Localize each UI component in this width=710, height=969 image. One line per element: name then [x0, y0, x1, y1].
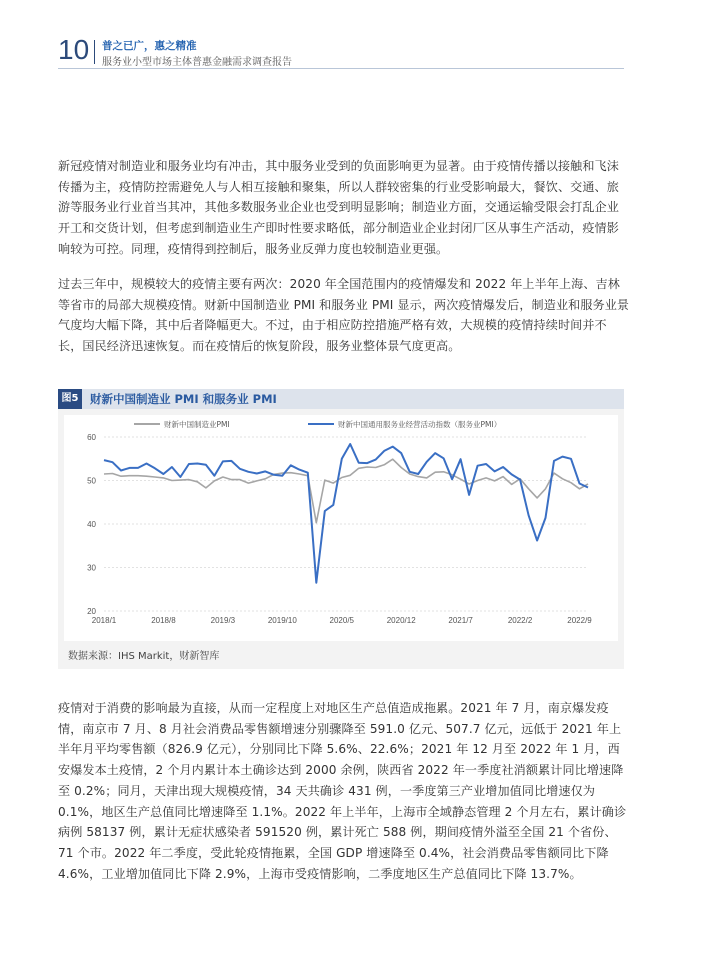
- series-line-1: [104, 459, 588, 523]
- x-tick-label: 2022/9: [567, 616, 592, 625]
- page-number: 10: [58, 34, 90, 65]
- paragraph-1: 新冠疫情对制造业和服务业均有冲击，其中服务业受到的负面影响更为显著。由于疫情传播以接触和飞沫传播为主，疫情防控需避免人与人相互接触和聚集，所以人群较密集的行业受影响最大，餐饮、交通、旅游等服务业行业首当其冲，其他多数服务业企业也受到明显影响；制造业方面，交通运输受限会打乱企业开工和交货计划，但考虑到制造业生产即时性要求略低，部分制造业企业封闭厂区从事生产活动，疫情影响较为可控。同理，疫情得到控制后，服务业反弹力度也较制造业更强。: [58, 159, 619, 256]
- x-tick-label: 2022/2: [507, 616, 533, 625]
- x-tick-label: 2021/7: [448, 616, 473, 625]
- x-tick-label: 2020/5: [329, 616, 354, 625]
- header-divider: [94, 40, 95, 64]
- figure-title: 财新中国制造业 PMI 和服务业 PMI: [90, 392, 277, 406]
- header-rule: [58, 68, 624, 69]
- figure-5: [58, 389, 624, 669]
- paragraph-2: 过去三年中，规模较大的疫情主要有两次：2020 年全国范围内的疫情爆发和 2022 年上半年上海、吉林等省市的局部大规模疫情。财新中国制造业 PMI 和服务业 PMI 显示，两次疫情爆发后，制造业和服务业景气度均大幅下降，其中后者降幅更大。不过，由于相应防控措施严格有效，大规模的疫情持续时间并不长，国民经济迅速恢复。而在疫情后的恢复阶段，服务业整体景气度更高。: [58, 277, 630, 354]
- chart-area: [64, 415, 618, 641]
- y-tick-label: 40: [87, 520, 96, 529]
- pmi-line-chart: [64, 415, 618, 641]
- figure-title-bar: [58, 389, 624, 409]
- x-tick-label: 2018/1: [91, 616, 117, 625]
- legend-label-1: 财新中国制造业PMI: [164, 420, 230, 429]
- y-tick-label: 30: [87, 563, 96, 573]
- y-tick-label: 60: [87, 433, 96, 442]
- x-tick-label: 2019/10: [267, 616, 297, 625]
- header-title: 普之已广，惠之精准: [102, 40, 197, 52]
- legend-label-2: 财新中国通用服务业经营活动指数（服务业PMI）: [338, 420, 502, 429]
- y-tick-label: 50: [87, 476, 96, 486]
- series-line-2: [104, 444, 588, 583]
- figure-source: 数据来源：IHS Markit，财新智库: [68, 651, 220, 662]
- header-subtitle: 服务业小型市场主体普惠金融需求调查报告: [102, 57, 292, 68]
- x-tick-label: 2020/12: [386, 616, 416, 625]
- x-tick-label: 2018/8: [151, 616, 176, 625]
- x-tick-label: 2019/3: [210, 616, 236, 625]
- y-tick-label: 20: [87, 607, 96, 616]
- figure-label: 图5: [58, 389, 82, 409]
- paragraph-3: 疫情对于消费的影响最为直接，从而一定程度上对地区生产总值造成拖累。2021 年 7 月，南京爆发疫情，南京市 7 月、8 月社会消费品零售额增速分别骤降至 591.0 亿元、507.7 亿元，远低于 2021 年上半年月平均零售额（826.9 亿元），分别同比下降 5.6%、22.6%；2021 年 12 月至 2022 年 1 月，西安爆发本土疫情，2 个月内累计本土确诊达到 2000 余例，陕西省 2022 年一季度社消额累计同比增速降至 0.2%；同月，天津出现大规模疫情，34 天共确诊 431 例，一季度第三产业增加值同比增速仅为 0.1%，地区生产总值同比增速降至 1.1%。2022 年上半年，上海市全域静态管理 2 个月左右，累计确诊病例 58137 例，累计无症状感染者 591520 例，累计死亡 588 例，期间疫情外溢至全国 21 个省份、71 个市。2022 年二季度，受此轮疫情拖累，全国 GDP 增速降至 0.4%，社会消费品零售额同比下降 4.6%，工业增加值同比下降 2.9%，上海市受疫情影响，二季度地区生产总值同比下降 13.7%。: [58, 701, 627, 881]
